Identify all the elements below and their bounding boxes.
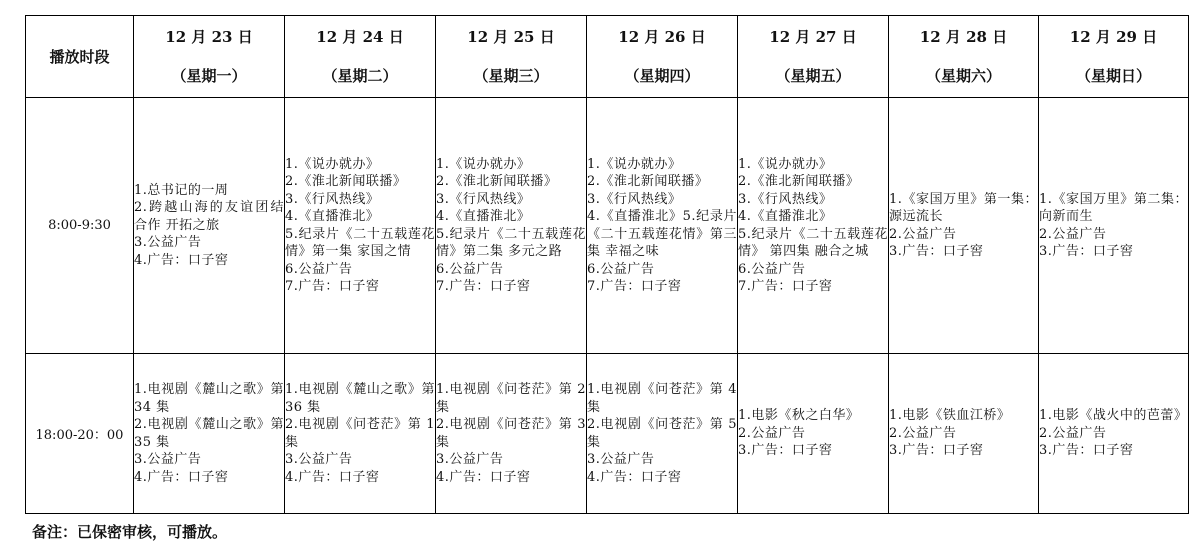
program-item: 2.电视剧《问苍茫》第 5 集 — [587, 417, 737, 450]
program-item: 5.纪录片《二十五载莲花情》 第四集 融合之城 — [738, 226, 888, 259]
program-item: 1.电影《战火中的芭蕾》 — [1039, 408, 1188, 424]
program-cell — [134, 354, 285, 514]
program-item: 4.广告：口子窖 — [285, 469, 380, 485]
program-item: 1.电影《秋之白华》 — [738, 408, 860, 424]
program-item: 4.《直播淮北》 — [738, 209, 833, 224]
program-item: 3.广告：口子窖 — [1039, 443, 1134, 459]
program-item: 4.《直播淮北》5.纪录片《二十五载莲花情》第三集 幸福之味 — [587, 209, 737, 259]
program-item: 3.公益广告 — [134, 452, 202, 467]
day-header — [134, 16, 285, 98]
day-header — [738, 16, 889, 98]
day-date: 12 月 26 日 — [618, 28, 706, 46]
program-item: 3.《行风热线》 — [285, 191, 380, 207]
program-item: 4.广告：口子窖 — [134, 469, 229, 485]
program-item: 1.电影《铁血江桥》 — [889, 408, 1011, 424]
program-item: 3.《行风热线》 — [436, 191, 531, 207]
program-cell — [889, 98, 1039, 354]
program-cell — [436, 98, 587, 354]
program-item: 3.《行风热线》 — [587, 191, 682, 207]
program-cell — [1039, 98, 1189, 354]
program-item: 1.《说办就办》 — [587, 156, 682, 172]
program-item: 3.广告：口子窖 — [889, 244, 984, 259]
program-item: 3.公益广告 — [436, 452, 504, 467]
footnote: 备注：已保密审核，可播放。 — [32, 523, 228, 541]
program-cell — [285, 354, 436, 514]
program-item: 4.《直播淮北》 — [436, 209, 531, 224]
program-cell — [587, 98, 738, 354]
program-item: 1.《家国万里》第二集：向新而生 — [1039, 191, 1188, 224]
program-item: 3.广告：口子窖 — [889, 443, 984, 459]
program-item: 2.电视剧《问苍茫》第 1 集 — [285, 417, 435, 450]
program-item: 2.电视剧《麓山之歌》第 35 集 — [134, 417, 284, 450]
day-header — [285, 16, 436, 98]
program-item: 1.电视剧《问苍茫》第 2 集 — [436, 382, 586, 415]
program-cell — [1039, 354, 1189, 514]
program-item: 1.电视剧《麓山之歌》第 34 集 — [134, 382, 284, 415]
program-cell — [134, 98, 285, 354]
day-header — [587, 16, 738, 98]
program-item: 1.电视剧《麓山之歌》第 36 集 — [285, 382, 435, 415]
program-item: 5.纪录片《二十五载莲花情》第二集 多元之路 — [436, 226, 586, 259]
day-weekday: （星期一） — [171, 67, 247, 85]
program-item: 2.《淮北新闻联播》 — [436, 174, 558, 189]
day-weekday: （星期日） — [1075, 67, 1151, 85]
header-row — [26, 16, 1189, 98]
program-item: 3.公益广告 — [285, 452, 353, 467]
day-header — [436, 16, 587, 98]
program-item: 7.广告：口子窖 — [436, 279, 531, 294]
day-date: 12 月 23 日 — [165, 28, 253, 46]
time-slot: 18:00-20：00 — [26, 354, 134, 514]
day-header — [1039, 16, 1189, 98]
program-cell — [587, 354, 738, 514]
time-slot: 8:00-9:30 — [26, 98, 134, 354]
program-item: 3.《行风热线》 — [738, 191, 833, 207]
program-item: 4.《直播淮北》 — [285, 209, 380, 224]
table-row — [26, 354, 1189, 514]
program-item: 2.公益广告 — [1039, 226, 1107, 242]
program-item: 4.广告：口子窖 — [436, 469, 531, 485]
program-item: 3.广告：口子窖 — [738, 443, 833, 459]
day-date: 12 月 28 日 — [919, 28, 1008, 46]
program-item: 1.电视剧《问苍茫》第 4 集 — [587, 382, 737, 415]
program-item: 1.《家国万里》第一集：源远流长 — [889, 191, 1038, 224]
day-date: 12 月 27 日 — [769, 28, 857, 46]
day-weekday: （星期五） — [775, 67, 851, 85]
program-item: 6.公益广告 — [436, 261, 504, 277]
day-date: 12 月 29 日 — [1069, 28, 1158, 46]
program-item: 2.公益广告 — [889, 226, 957, 242]
table-row — [26, 98, 1189, 354]
program-item: 2.《淮北新闻联播》 — [587, 174, 709, 189]
day-date: 12 月 25 日 — [467, 28, 555, 46]
program-item: 3.广告：口子窖 — [1039, 244, 1134, 259]
day-weekday: （星期二） — [322, 67, 398, 85]
program-item: 7.广告：口子窖 — [587, 279, 682, 294]
schedule-table — [25, 15, 1189, 514]
program-item: 2.跨越山海的友谊团结 合作 开拓之旅 — [134, 200, 284, 233]
program-item: 5.纪录片《二十五载莲花情》第一集 家国之情 — [285, 226, 435, 259]
day-date: 12 月 24 日 — [316, 28, 404, 46]
program-item: 6.公益广告 — [738, 261, 806, 277]
program-item: 3.公益广告 — [134, 235, 202, 251]
program-item: 7.广告：口子窖 — [738, 279, 833, 294]
program-item: 2.公益广告 — [889, 425, 957, 441]
program-cell — [738, 354, 889, 514]
program-cell — [889, 354, 1039, 514]
day-weekday: （星期三） — [473, 67, 549, 85]
program-item: 2.公益广告 — [1039, 425, 1107, 441]
program-item: 1.《说办就办》 — [738, 156, 833, 172]
program-cell — [738, 98, 889, 354]
day-weekday: （星期四） — [624, 67, 700, 85]
program-item: 2.《淮北新闻联播》 — [738, 174, 860, 189]
day-weekday: （星期六） — [925, 67, 1001, 85]
program-item: 6.公益广告 — [285, 261, 353, 277]
program-item: 6.公益广告 — [587, 261, 655, 277]
program-item: 7.广告：口子窖 — [285, 279, 380, 294]
program-item: 1.《说办就办》 — [285, 156, 380, 172]
day-header — [889, 16, 1039, 98]
program-item: 1.《说办就办》 — [436, 156, 531, 172]
program-cell — [285, 98, 436, 354]
program-cell — [436, 354, 587, 514]
program-item: 2.电视剧《问苍茫》第 3 集 — [436, 417, 586, 450]
program-item: 2.公益广告 — [738, 425, 806, 441]
program-item: 4.广告：口子窖 — [587, 469, 682, 485]
slot-header: 播放时段 — [26, 16, 134, 98]
program-item: 4.广告：口子窖 — [134, 252, 229, 268]
program-item: 1.总书记的一周 — [134, 182, 229, 198]
program-item: 2.《淮北新闻联播》 — [285, 174, 407, 189]
program-item: 3.公益广告 — [587, 452, 655, 467]
